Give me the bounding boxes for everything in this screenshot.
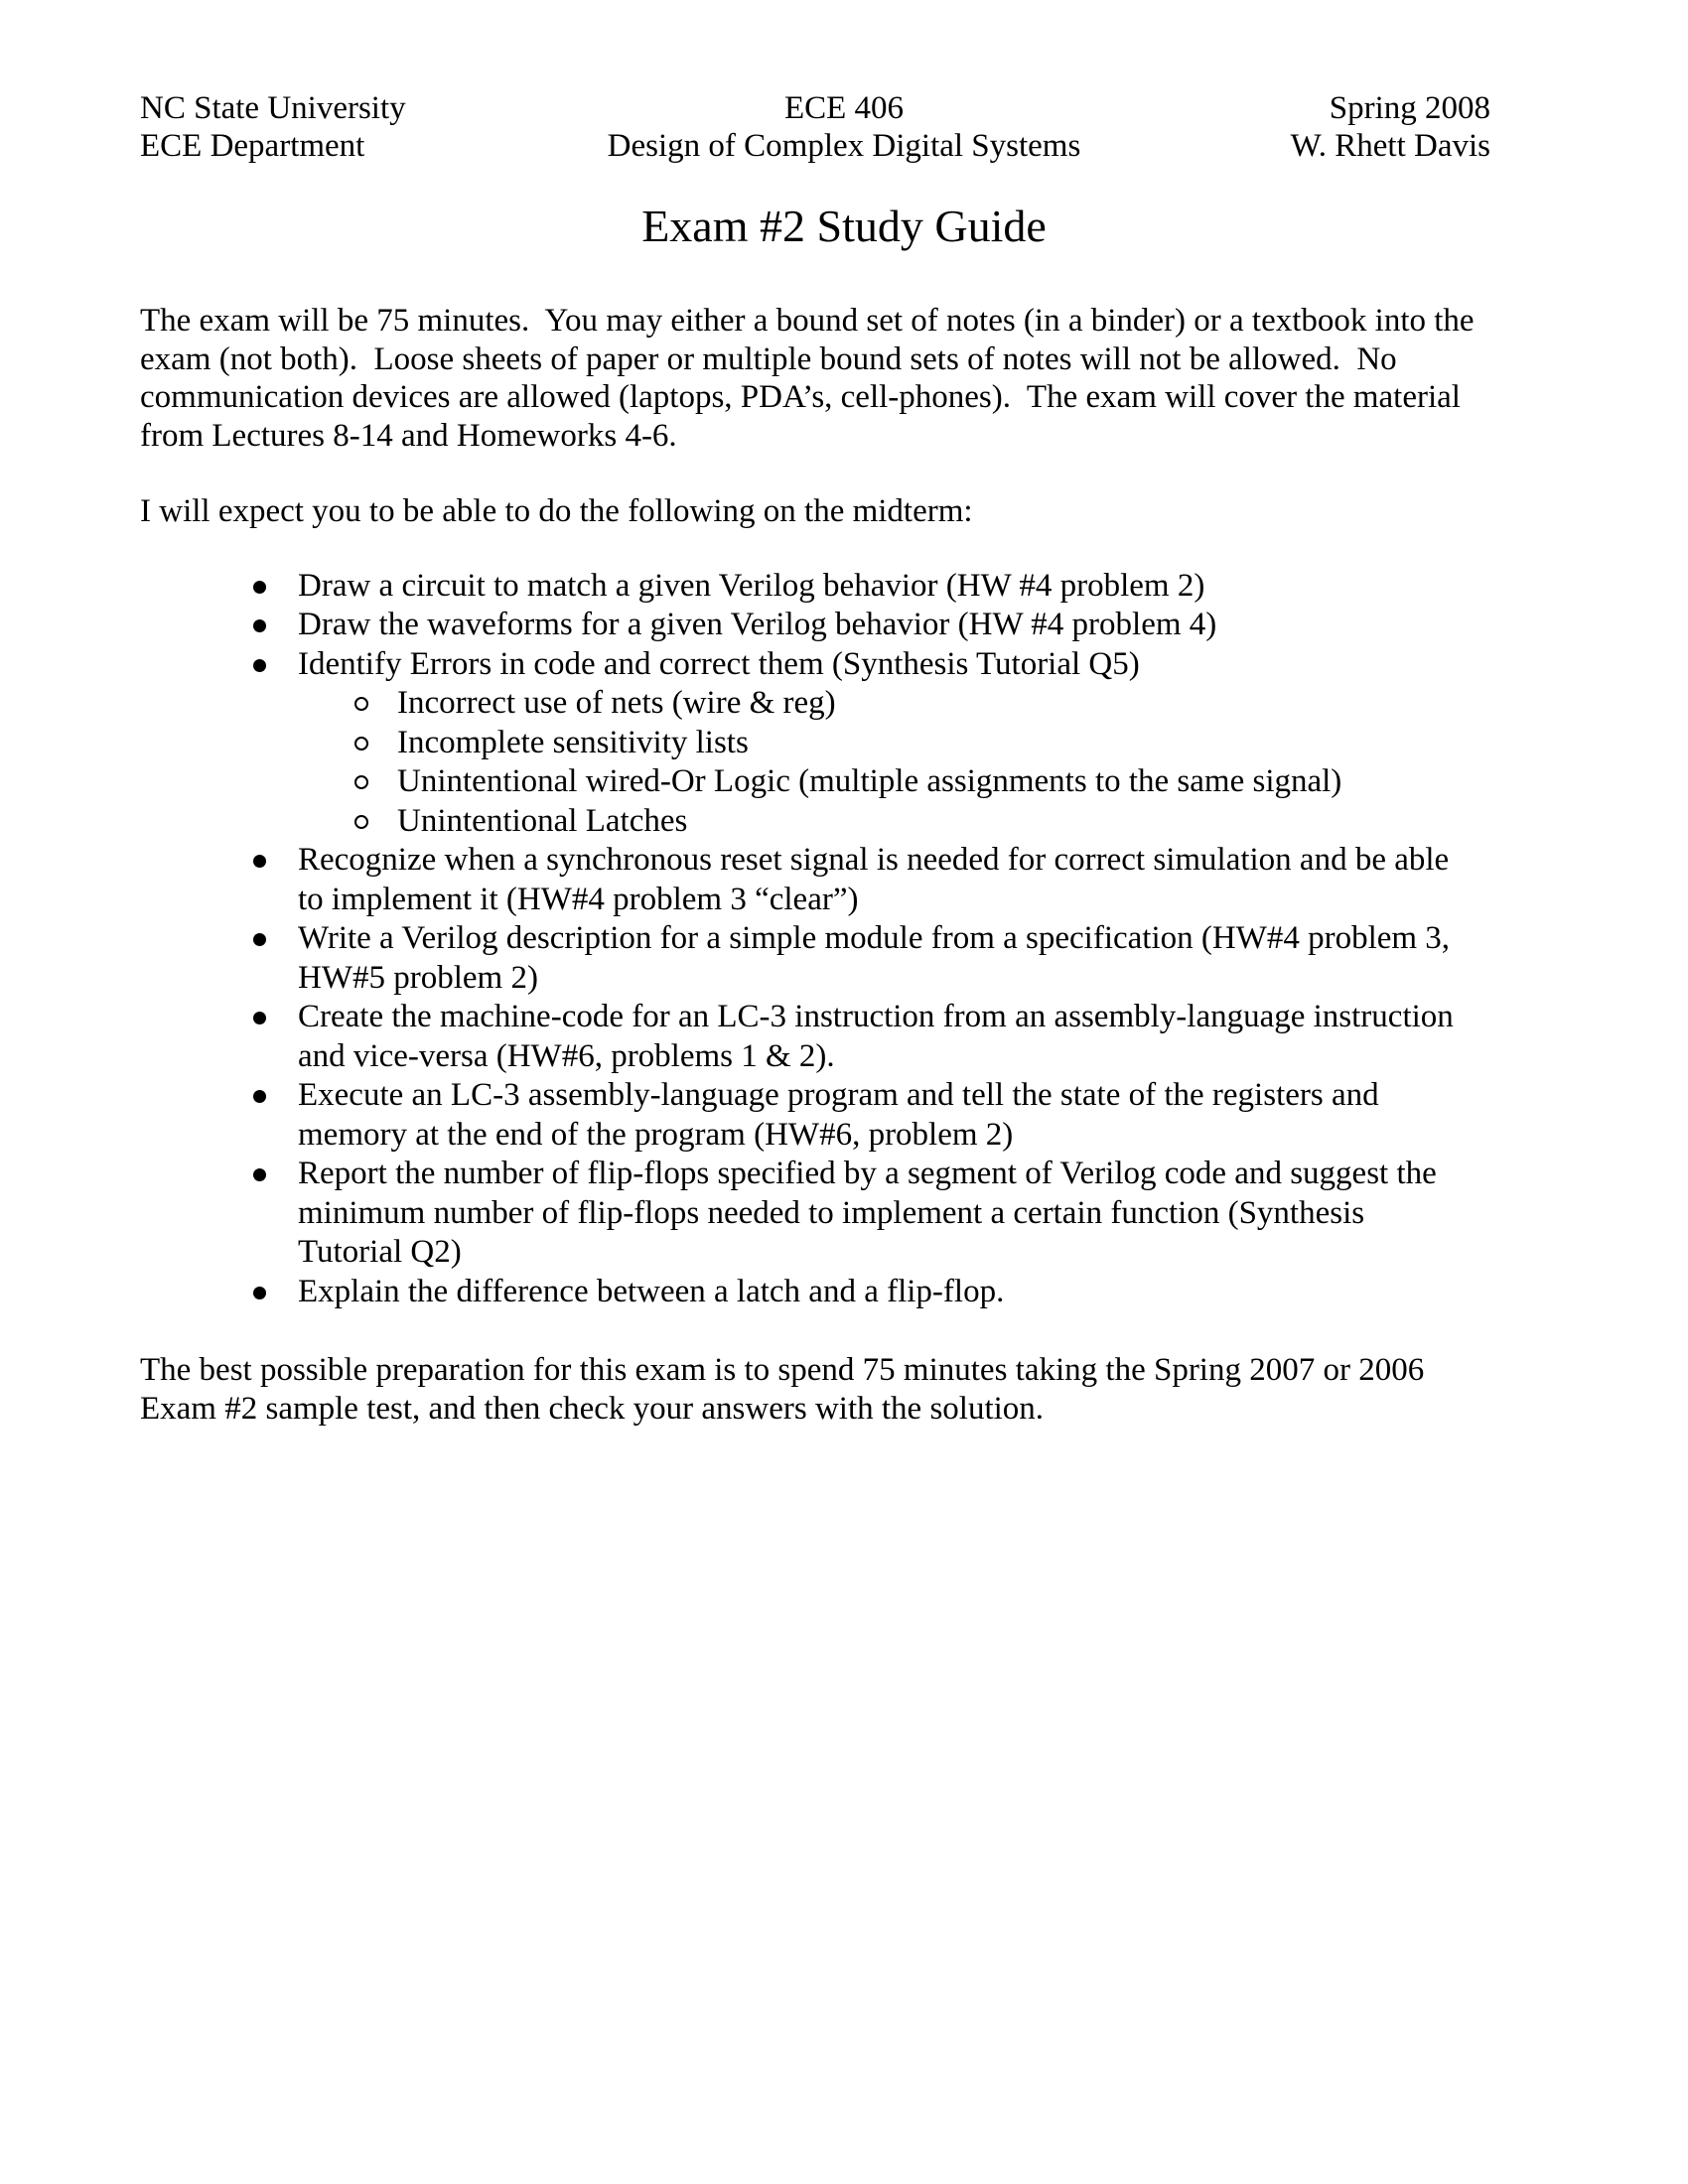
bullet-item [298, 606, 1475, 645]
sub-bullet-marker-icon [354, 775, 368, 789]
header-instructor: W. Rhett Davis [1290, 128, 1490, 164]
sub-bullet-item [397, 684, 1475, 724]
bullet-item [298, 1273, 1475, 1312]
bullet-marker-icon [253, 855, 266, 868]
bullet-marker-icon [253, 659, 266, 672]
bullet-text: Write a Verilog description for a simple module from a specification (HW#4 problem 3, HW#5 problem 2) [298, 920, 1459, 996]
bullet-marker-icon [253, 1168, 266, 1181]
bullet-text: Draw the waveforms for a given Verilog behavior (HW #4 problem 4) [298, 607, 1217, 642]
header-right [1080, 89, 1548, 165]
bullet-text: Incomplete sensitivity lists [397, 724, 749, 760]
document-header [140, 89, 1548, 165]
sub-bullet-item [397, 762, 1475, 802]
expectations-lead: I will expect you to be able to do the following on the midterm: [140, 493, 973, 529]
header-left [140, 89, 608, 165]
bullet-text: Draw a circuit to match a given Verilog behavior (HW #4 problem 2) [298, 567, 1205, 604]
bullet-text: Unintentional wired-Or Logic (multiple assignments to the same signal) [397, 763, 1342, 799]
bullet-text: Create the machine-code for an LC-3 instruction from an assembly-language instruction and vice-versa (HW#6, problems 1 & 2). [298, 999, 1463, 1074]
bullet-marker-icon [253, 581, 266, 594]
closing-paragraph: The best possible preparation for this exam is to spend 75 minutes taking the Spring 2007 or 2006 Exam #2 sample test, and then check your answers with the solution. [140, 1352, 1433, 1427]
bullet-text: Recognize when a synchronous reset signal is needed for correct simulation and be able to implement it (HW#4 problem 3 “clear”) [298, 842, 1458, 917]
header-course-number: ECE 406 [783, 90, 905, 126]
bullet-item [298, 1155, 1475, 1273]
bullet-text: Explain the difference between a latch and a flip-flop. [298, 1273, 1005, 1309]
bullet-item [298, 919, 1475, 998]
bullet-text: Execute an LC-3 assembly-language program and tell the state of the registers and memory at the end of the program (HW#6, problem 2) [298, 1077, 1387, 1153]
header-course-title: Design of Complex Digital Systems [607, 128, 1081, 164]
bullet-text: Unintentional Latches [397, 802, 688, 839]
bullet-item [298, 645, 1475, 685]
sub-bullet-marker-icon [354, 737, 368, 751]
header-university: NC State University [140, 90, 406, 126]
sub-bullet-marker-icon [354, 815, 368, 829]
sub-bullet-marker-icon [354, 697, 368, 711]
bullet-marker-icon [253, 619, 266, 632]
bullet-marker-icon [253, 1090, 266, 1103]
bullet-item [298, 841, 1475, 919]
expectations-list [0, 567, 1688, 1312]
header-center [608, 89, 1081, 165]
intro-paragraph: The exam will be 75 minutes. You may either a bound set of notes (in a binder) or a textbook into the exam (not both). Loose sheets of paper or multiple bound sets of notes will not be allowed. No communication devices are allowed (laptops, PDA’s, cell-phones). The exam will cover the material from Lectures 8-14 and Homeworks 4-6. [140, 303, 1482, 454]
bullet-item [298, 1076, 1475, 1155]
sub-bullet-item [397, 802, 1475, 842]
header-semester: Spring 2008 [1329, 90, 1490, 126]
bullet-marker-icon [253, 933, 266, 946]
bullet-marker-icon [253, 1287, 266, 1299]
bullet-item [298, 998, 1475, 1076]
bullet-marker-icon [253, 1012, 266, 1024]
bullet-item [298, 567, 1475, 607]
sub-bullet-item [397, 724, 1475, 763]
bullet-text: Incorrect use of nets (wire & reg) [397, 685, 836, 721]
header-department: ECE Department [140, 128, 365, 164]
bullet-text: Report the number of flip-flops specified by a segment of Verilog code and suggest the minimum number of flip-flops needed to implement a certain function (Synthesis Tutorial Q2) [298, 1156, 1446, 1270]
bullet-text: Identify Errors in code and correct them (Synthesis Tutorial Q5) [298, 645, 1140, 682]
page-title: Exam #2 Study Guide [641, 201, 1047, 251]
